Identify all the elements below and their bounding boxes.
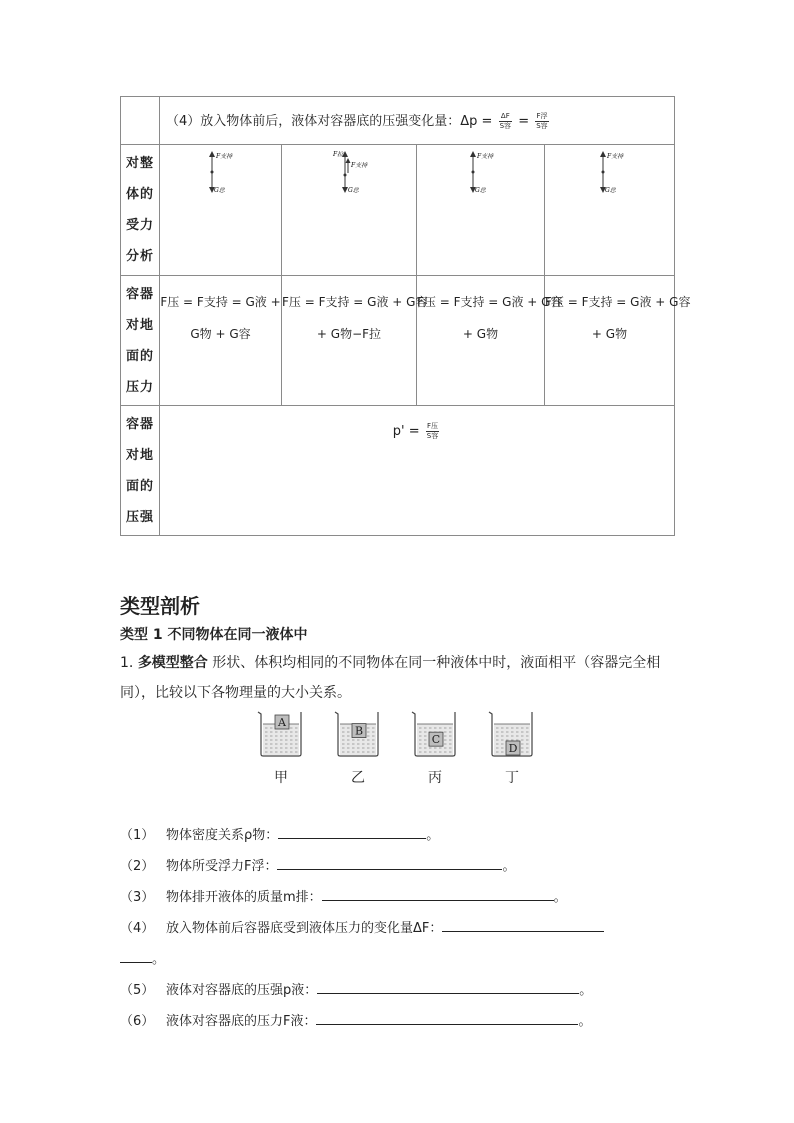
beakers-figure	[255, 708, 545, 788]
label-line: 容器	[125, 416, 154, 432]
formula-line: F压 = F支持 = G液 + G容	[545, 295, 691, 309]
object-letter: B	[354, 724, 364, 738]
table-row-pressure-change	[121, 97, 675, 145]
formula-line: + G物	[462, 327, 499, 341]
answer-blank[interactable]	[442, 917, 604, 932]
question-line-6	[120, 1010, 592, 1029]
empty-label-cell	[121, 97, 160, 145]
answer-blank[interactable]	[322, 886, 554, 901]
question-tag: 多模型整合	[137, 655, 208, 671]
formula-line: F压 = F支持 = G液 + G容	[282, 295, 428, 309]
answer-blank[interactable]	[120, 948, 152, 963]
row-label-pressure	[121, 406, 160, 536]
force-diagram-4	[545, 145, 675, 275]
label-line: 容器	[125, 286, 154, 302]
formula-line: + G物	[591, 327, 628, 341]
force-label-gravity: G总	[605, 187, 616, 194]
question-intro	[120, 648, 680, 708]
label-line: 体的	[125, 187, 154, 202]
force-label-gravity: G总	[475, 187, 486, 194]
pressure-formula-cell	[160, 406, 675, 536]
question-line-5	[120, 979, 592, 998]
period: 。	[426, 828, 440, 843]
beaker-caption: 甲	[274, 770, 288, 786]
label-line: 分析	[125, 249, 154, 264]
answer-blank[interactable]	[317, 979, 579, 994]
fraction-numerator: F压	[426, 422, 438, 430]
question-sub-number: （2）	[120, 859, 155, 874]
force-diagram-cell-1	[160, 145, 282, 276]
formula-line: F压 = F支持 = G液 + G容	[417, 295, 563, 309]
period: 。	[152, 952, 166, 967]
beaker-caption: 丙	[428, 770, 442, 786]
fraction-pressure	[426, 422, 439, 441]
force-diagram-cell-4	[545, 145, 675, 276]
beaker-caption: 乙	[351, 770, 365, 786]
question-sub-text: 物体排开液体的质量m排：	[166, 890, 322, 905]
force-label-tension: F拉	[333, 151, 344, 158]
period: 。	[502, 859, 516, 874]
question-line-2	[120, 855, 516, 874]
label-line: 面的	[125, 478, 154, 494]
label-line: 面的	[125, 348, 154, 364]
force-diagram-cell-2	[282, 145, 417, 276]
pressure-force-cell-1	[160, 276, 282, 406]
question-sub-number: （3）	[120, 890, 155, 905]
fraction-f-buoyancy	[535, 112, 548, 131]
formula-line: + G物−F拉	[316, 327, 382, 341]
formula-line: F压 = F支持 = G液 +	[160, 295, 281, 309]
section-subtitle: 类型 1 不同物体在同一液体中	[120, 627, 308, 643]
question-sub-text: 放入物体前后容器底受到液体压力的变化量ΔF：	[166, 921, 443, 936]
label-line: 对整	[125, 156, 154, 171]
fraction-delta-f	[499, 112, 512, 131]
answer-blank[interactable]	[278, 824, 426, 839]
beaker-a	[258, 712, 301, 786]
question-line-4-cont	[120, 948, 165, 967]
question-sub-number: （4）	[120, 921, 155, 936]
force-label-support: F支持	[477, 153, 494, 160]
answer-blank[interactable]	[277, 855, 502, 870]
fraction-denominator: S容	[499, 122, 512, 130]
question-sub-text: 物体所受浮力F浮：	[166, 859, 278, 874]
label-line: 压强	[125, 509, 154, 525]
row-label-force-analysis	[121, 145, 160, 276]
pressure-change-text: （4）放入物体前后，液体对容器底的压强变化量：Δp =	[166, 114, 493, 129]
force-label-support: F支持	[216, 153, 233, 160]
section-title: 类型剖析	[120, 594, 200, 618]
force-label-support: F支持	[351, 162, 368, 169]
force-label-gravity: G总	[348, 187, 359, 194]
equals-sign: =	[518, 114, 530, 129]
force-label-support: F支持	[607, 153, 624, 160]
beaker-b	[335, 712, 378, 786]
force-label-gravity: G总	[214, 187, 225, 194]
answer-blank[interactable]	[316, 1010, 578, 1025]
question-sub-number: （1）	[120, 828, 155, 843]
table-row-pressure	[121, 406, 675, 536]
period: 。	[578, 1014, 592, 1029]
label-line: 受力	[125, 218, 154, 233]
question-line-3	[120, 886, 567, 905]
label-line: 压力	[125, 379, 154, 395]
pressure-force-cell-2	[282, 276, 428, 406]
question-sub-text: 液体对容器底的压强p液：	[166, 983, 318, 998]
period: 。	[553, 890, 567, 905]
force-diagram-3	[417, 145, 545, 275]
object-letter: D	[508, 742, 518, 755]
question-sub-text: 物体密度关系ρ物：	[166, 828, 279, 843]
table-row-force-analysis	[121, 145, 675, 276]
question-number: 1.	[120, 655, 134, 671]
pressure-force-cell-3	[417, 276, 563, 406]
question-sub-text: 液体对容器底的压力F液：	[166, 1014, 317, 1029]
formula-line: G物 + G容	[190, 327, 251, 341]
pressure-force-cell-4	[545, 276, 691, 406]
label-line: 对地	[125, 317, 154, 333]
label-line: 对地	[125, 447, 154, 463]
row-label-pressure-force	[121, 276, 160, 406]
beaker-d	[489, 712, 532, 786]
object-letter: A	[278, 716, 286, 729]
fraction-numerator: F浮	[536, 112, 548, 120]
force-diagram-cell-3	[417, 145, 545, 276]
fraction-denominator: S容	[536, 122, 548, 130]
force-diagram-1	[160, 145, 282, 275]
question-line-4	[120, 917, 604, 936]
force-analysis-table	[120, 96, 691, 536]
question-line-1	[120, 824, 439, 843]
fraction-denominator: S容	[426, 432, 439, 440]
question-sub-number: （5）	[120, 983, 155, 998]
table-row-pressure-force	[121, 276, 675, 406]
beaker-c	[412, 712, 455, 786]
beaker-caption: 丁	[505, 770, 519, 786]
pressure-formula-prefix: p' =	[392, 424, 420, 439]
question-text: 形状、体积均相同的不同物体在同一种液体中时，液面相平（容器完全相同），比较以下各物理量的大小关系。	[120, 655, 661, 701]
question-sub-number: （6）	[120, 1014, 155, 1029]
pressure-change-cell	[160, 97, 675, 145]
force-diagram-2	[282, 145, 417, 275]
object-letter: C	[431, 733, 441, 747]
period: 。	[579, 983, 593, 998]
fraction-numerator: ΔF	[499, 112, 512, 122]
